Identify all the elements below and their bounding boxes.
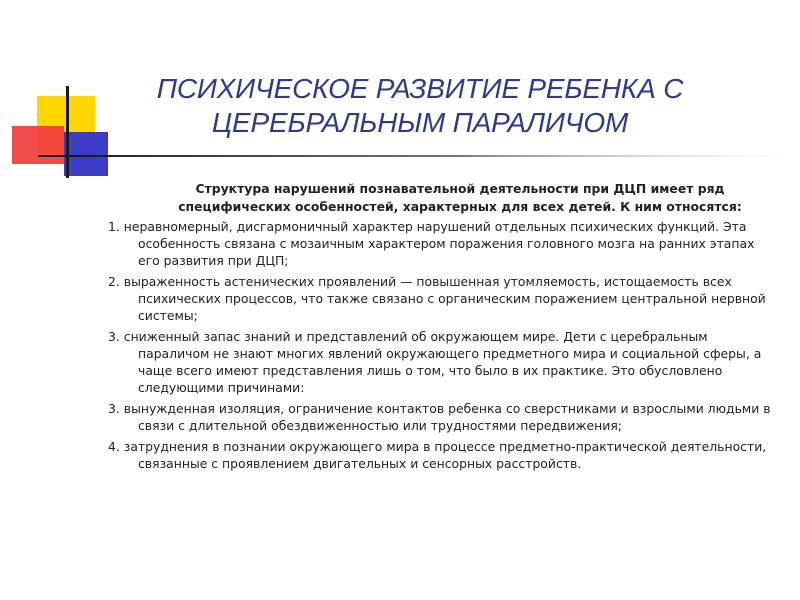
list-item: 3. вынужденная изоляция, ограничение контактов ребенка со сверстниками и взрослыми людьми в связи с длительной обездвиженностью или трудностями передвижения; bbox=[108, 401, 771, 433]
list-item: 3. сниженный запас знаний и представлений об окружающем мире. Дети с церебральным параличом не знают многих явлений окружающего предметного мира и социальной сферы, а чаще всего имеют представления лишь о том, что было в их практике. Это обусловлено следующими причинами: bbox=[108, 329, 762, 395]
list-item: 2. выраженность астенических проявлений — повышенная утомляемость, истощаемость всех психических процессов, что также связано с органическим поражением центральной нервной системы; bbox=[108, 274, 766, 323]
slide-title: ПСИХИЧЕСКОЕ РАЗВИТИЕ РЕБЕНКА С ЦЕРЕБРАЛЬНЫМ ПАРАЛИЧОМ bbox=[156, 73, 684, 138]
horizontal-rule bbox=[38, 155, 800, 157]
vertical-rule bbox=[66, 86, 69, 178]
list-item: 4. затруднения в познании окружающего мира в процессе предметно-практической деятельности, связанные с проявлением двигательных и сенсорных расстройств. bbox=[108, 439, 767, 471]
slide-body bbox=[108, 180, 778, 476]
intro-paragraph: Структура нарушений познавательной деятельности при ДЦП имеет ряд специфических особенностей, характерных для всех детей. К ним относятся: bbox=[178, 181, 742, 214]
red-square bbox=[12, 126, 64, 164]
list-item: 1. неравномерный, дисгармоничный характер нарушений отдельных психических функций. Эта особенность связана с мозаичным характером поражения головного мозга на ранних этапах его развития при ДЦП; bbox=[108, 219, 755, 268]
blue-square bbox=[64, 132, 108, 176]
